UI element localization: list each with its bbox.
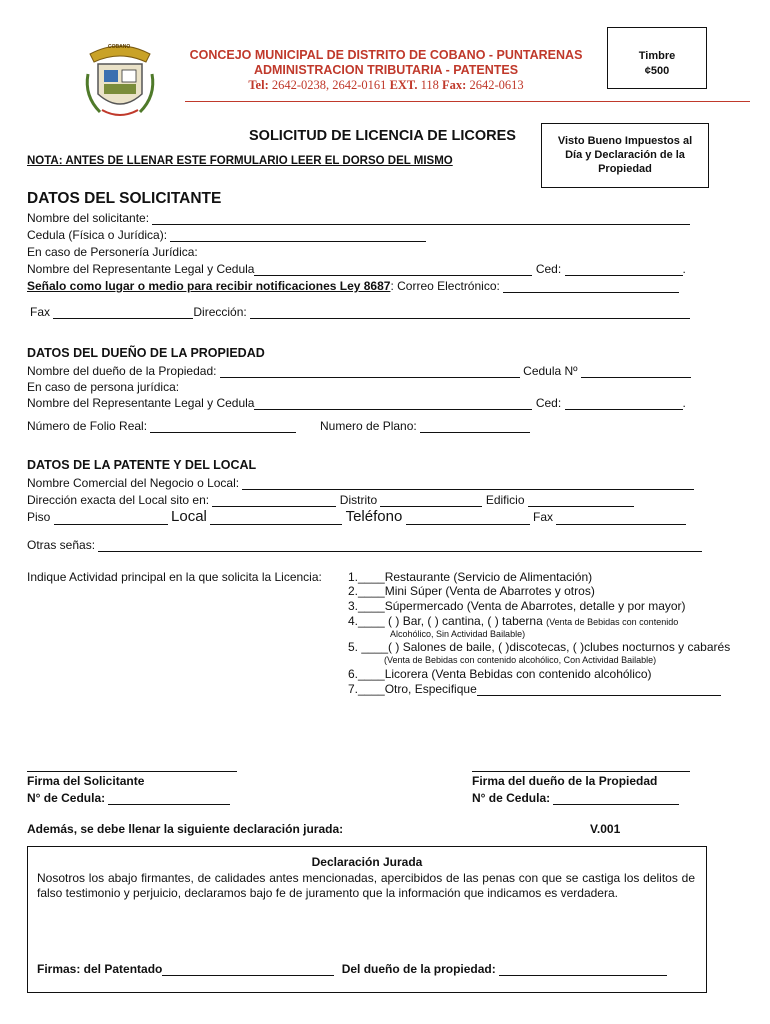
actividad-item-5[interactable]: 5. ____( ) Salones de baile, ( )discotecas, ( )clubes nocturnos y cabarés bbox=[348, 640, 731, 654]
solicitante-nombre-row bbox=[27, 211, 690, 225]
firma-dueno-label: Firma del dueño de la Propiedad bbox=[472, 774, 658, 788]
dueno-representante-field[interactable] bbox=[254, 398, 532, 410]
dueno-folio-row bbox=[27, 419, 296, 433]
solicitante-notificaciones-row bbox=[27, 279, 679, 293]
declaracion-title: Declaración Jurada bbox=[311, 855, 423, 869]
header-line-2: ADMINISTRACION TRIBUTARIA - PATENTES bbox=[253, 63, 519, 77]
correo-field[interactable] bbox=[503, 281, 679, 293]
declaracion-box bbox=[27, 846, 707, 993]
solicitante-cedula-label: Cedula (Física o Jurídica): bbox=[27, 228, 168, 242]
municipal-seal bbox=[80, 34, 160, 124]
visto-bueno-box bbox=[541, 123, 709, 188]
dueno-heading: DATOS DEL DUEÑO DE LA PROPIEDAD bbox=[27, 346, 265, 360]
patente-fax-field[interactable] bbox=[556, 513, 686, 525]
firmas-patentado-field[interactable] bbox=[162, 964, 334, 976]
actividad-note-5: (Venta de Bebidas con contenido alcohólico, Con Actividad Bailable) bbox=[384, 655, 657, 665]
dueno-cedula-label: Cedula Nº bbox=[523, 364, 578, 378]
dueno-nombre-row bbox=[27, 364, 691, 378]
solicitante-direccion-field[interactable] bbox=[250, 307, 690, 319]
firma-solicitante-label: Firma del Solicitante bbox=[27, 774, 145, 788]
solicitante-fax-row bbox=[30, 305, 690, 319]
local-direccion-field[interactable] bbox=[212, 495, 336, 507]
cedula-firma-field[interactable] bbox=[108, 793, 230, 805]
plano-label: Numero de Plano: bbox=[320, 419, 417, 433]
dueno-cedula-firma-row bbox=[472, 791, 679, 805]
dueno-persona-juridica: En caso de persona jurídica: bbox=[27, 380, 180, 394]
solicitante-nombre-field[interactable] bbox=[152, 213, 690, 225]
folio-label: Número de Folio Real: bbox=[27, 419, 148, 433]
local-field[interactable] bbox=[210, 513, 342, 525]
patente-fax-label: Fax bbox=[532, 510, 553, 524]
actividad-item-7-row bbox=[348, 682, 721, 696]
actividad-prompt: Indique Actividad principal en la que solicita la Licencia: bbox=[27, 570, 322, 584]
otras-senas-label: Otras señas: bbox=[27, 538, 96, 552]
local-direccion-label: Dirección exacta del Local sito en: bbox=[27, 493, 210, 507]
tel-label: Tel: bbox=[248, 78, 269, 92]
solicitante-nombre-label: Nombre del solicitante: bbox=[27, 211, 150, 225]
nombre-comercial-field[interactable] bbox=[242, 478, 694, 490]
actividad-item-4-row bbox=[348, 614, 678, 628]
distrito-label: Distrito bbox=[339, 493, 378, 507]
page-title: SOLICITUD DE LICENCIA DE LICORES bbox=[249, 128, 516, 144]
solicitante-persona-juridica: En caso de Personería Jurídica: bbox=[27, 245, 198, 259]
actividad-item-2[interactable]: 2.____Mini Súper (Venta de Abarrotes y otros) bbox=[348, 584, 595, 598]
firmas-patentado-label: Firmas: del Patentado bbox=[37, 962, 163, 976]
dueno-cedula-field[interactable] bbox=[581, 366, 691, 378]
local-label: Local bbox=[171, 508, 207, 525]
actividad-note-4b: Alcohólico, Sin Actividad Bailable) bbox=[390, 629, 526, 639]
folio-field[interactable] bbox=[150, 421, 296, 433]
seal-text: COBANO bbox=[108, 44, 131, 50]
especifique-field[interactable] bbox=[477, 684, 721, 696]
solicitante-cedula-row bbox=[27, 228, 426, 242]
header-contact bbox=[185, 78, 587, 93]
edificio-label: Edificio bbox=[485, 493, 525, 507]
cedula-firma-label: N° de Cedula: bbox=[27, 791, 106, 805]
period: . bbox=[682, 262, 686, 276]
telefono-label: Teléfono bbox=[345, 508, 403, 525]
solicitante-fax-field[interactable] bbox=[53, 307, 193, 319]
piso-label: Piso bbox=[27, 510, 51, 524]
dueno-nombre-label: Nombre del dueño de la Propiedad: bbox=[27, 364, 217, 378]
actividad-item-7[interactable]: 7.____Otro, Especifique bbox=[348, 682, 477, 696]
patente-nombre-row bbox=[27, 476, 694, 490]
edificio-field[interactable] bbox=[528, 495, 634, 507]
firma-dueno-line[interactable] bbox=[472, 771, 690, 772]
visto-bueno-text: Visto Bueno Impuestos al Día y Declaración de la Propiedad bbox=[557, 135, 693, 175]
timbre-box bbox=[607, 27, 707, 89]
solicitante-heading: DATOS DEL SOLICITANTE bbox=[27, 190, 222, 207]
dueno-ced-field[interactable] bbox=[565, 398, 683, 410]
header-divider bbox=[185, 101, 750, 102]
correo-label: : Correo Electrónico: bbox=[390, 279, 500, 293]
solicitante-direccion-label: Dirección: bbox=[193, 305, 247, 319]
firmas-dueno-label: Del dueño de la propiedad: bbox=[341, 962, 496, 976]
timbre-label: Timbre bbox=[638, 50, 676, 62]
declaracion-firmas-row bbox=[37, 962, 667, 976]
firmas-dueno-field[interactable] bbox=[499, 964, 667, 976]
patente-direccion-row bbox=[27, 493, 634, 507]
ademas-text: Además, se debe llenar la siguiente declaración jurada: bbox=[27, 822, 344, 836]
telefono-field[interactable] bbox=[406, 513, 530, 525]
actividad-item-4[interactable]: 4.____ ( ) Bar, ( ) cantina, ( ) taberna bbox=[348, 614, 543, 628]
solicitante-fax-label: Fax bbox=[30, 305, 51, 319]
actividad-item-6[interactable]: 6.____Licorera (Venta Bebidas con contenido alcohólico) bbox=[348, 667, 652, 681]
dueno-plano-row bbox=[320, 419, 530, 433]
piso-field[interactable] bbox=[54, 513, 168, 525]
dueno-cedula-firma-field[interactable] bbox=[553, 793, 679, 805]
version-label: V.001 bbox=[590, 822, 621, 836]
dueno-cedula-firma-label: N° de Cedula: bbox=[472, 791, 551, 805]
tel-value: 2642-0238, 2642-0161 bbox=[271, 78, 387, 92]
period: . bbox=[682, 396, 686, 410]
solicitante-cedula-firma-row bbox=[27, 791, 230, 805]
declaracion-body: Nosotros los abajo firmantes, de calidades antes mencionadas, apercibidos de las penas con que se castiga los delitos de falso testimonio y perjuicio, declaramos bajo fe de juramento que la información que indicamos es verdadera. bbox=[37, 871, 695, 900]
solicitante-representante-label: Nombre del Representante Legal y Cedula bbox=[27, 262, 255, 276]
header-line-1: CONCEJO MUNICIPAL DE DISTRITO DE COBANO - PUNTARENAS bbox=[189, 48, 583, 62]
patente-piso-row bbox=[27, 508, 686, 525]
distrito-field[interactable] bbox=[380, 495, 482, 507]
dueno-ced-label: Ced: bbox=[535, 396, 562, 410]
solicitante-representante-row bbox=[27, 262, 686, 276]
otras-senas-field[interactable] bbox=[98, 540, 702, 552]
nota: NOTA: ANTES DE LLENAR ESTE FORMULARIO LEER EL DORSO DEL MISMO bbox=[27, 155, 453, 167]
actividad-note-4a: (Venta de Bebidas con contenido bbox=[546, 617, 679, 627]
firma-solicitante-line[interactable] bbox=[27, 771, 237, 772]
patente-heading: DATOS DE LA PATENTE Y DEL LOCAL bbox=[27, 458, 257, 472]
plano-field[interactable] bbox=[420, 421, 530, 433]
ext-value: 118 bbox=[420, 78, 439, 92]
solicitante-ced-label: Ced: bbox=[535, 262, 562, 276]
dueno-representante-label: Nombre del Representante Legal y Cedula bbox=[27, 396, 255, 410]
fax-value: 2642-0613 bbox=[469, 78, 524, 92]
actividad-item-3[interactable]: 3.____Súpermercado (Venta de Abarrotes, detalle y por mayor) bbox=[348, 599, 686, 613]
fax-label: Fax: bbox=[442, 78, 467, 92]
timbre-amount: ¢500 bbox=[644, 65, 670, 77]
nombre-comercial-label: Nombre Comercial del Negocio o Local: bbox=[27, 476, 240, 490]
dueno-representante-row bbox=[27, 396, 686, 410]
otras-senas-row bbox=[27, 538, 702, 552]
solicitante-representante-field[interactable] bbox=[254, 264, 532, 276]
solicitante-cedula-field[interactable] bbox=[170, 230, 426, 242]
senalo-label: Señalo como lugar o medio para recibir notificaciones Ley 8687 bbox=[27, 279, 391, 293]
actividad-item-1[interactable]: 1.____Restaurante (Servicio de Alimentación) bbox=[348, 570, 593, 584]
solicitante-ced-field[interactable] bbox=[565, 264, 683, 276]
dueno-nombre-field[interactable] bbox=[220, 366, 520, 378]
ext-label: EXT. bbox=[389, 78, 418, 92]
